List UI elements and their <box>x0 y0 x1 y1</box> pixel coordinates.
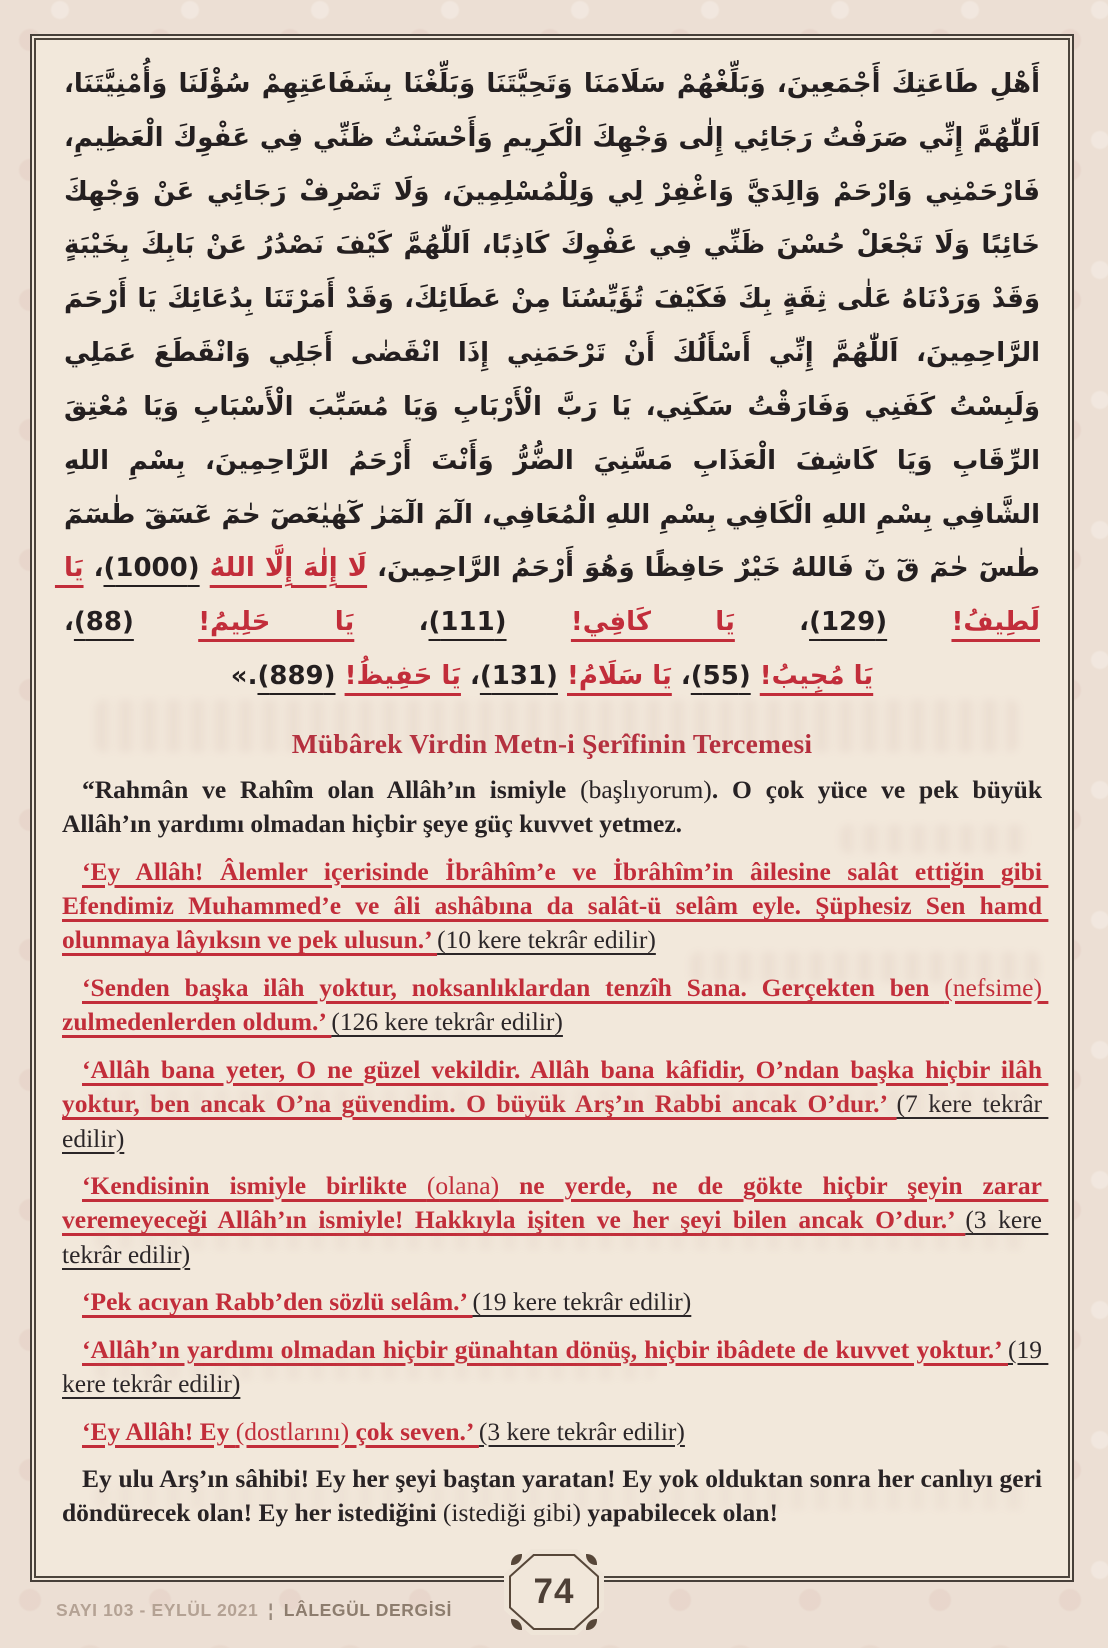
text-segment: (889) <box>257 660 336 691</box>
text-segment: يَا لَطِيفُ! <box>54 553 1040 638</box>
page-content <box>36 40 1068 1576</box>
text-segment <box>336 661 345 691</box>
text-segment: ‘Allâh’ın yardımı olmadan hiçbir günahtan dönüş, hiçbir ibâdete de kuvvet yoktur.’ <box>82 1334 1008 1364</box>
text-segment: ne yerde, ne de gökte hiçbir şeyin zarar veremeyeceği Allâh’ın ismiyle! Hakkıyla işiten ve her şeyi bilen ancak O’dur.’ <box>62 1170 1049 1235</box>
issue-info: SAYI 103 - EYLÜL 2021 <box>56 1600 259 1620</box>
text-segment <box>507 607 571 637</box>
paragraph-bismillah-protection <box>62 1169 1049 1272</box>
text-segment: يَا حَفِيظُ! <box>344 660 461 691</box>
text-segment <box>887 607 951 637</box>
footer-separator: ¦ <box>268 1600 274 1620</box>
section-heading: Mübârek Virdin Metn-i Şerîfinin Tercemesi <box>291 727 813 759</box>
paragraph-salawat <box>62 855 1049 958</box>
text-segment: يَا مُجِيبُ! <box>759 660 874 691</box>
text-segment: يَا كَافِي! <box>570 607 735 638</box>
text-segment <box>134 607 198 637</box>
text-segment: . O çok yüce ve pek büyük Allâh’ın yardımı olmadan hiçbir şeye güç kuvvet yetmez. <box>62 774 1047 839</box>
text-segment: يَا سَلَامُ! <box>567 660 672 691</box>
text-segment: (10 kere tekrâr edilir) <box>437 925 656 955</box>
paragraph-tasbih <box>62 971 1049 1040</box>
text-segment: لَا إِلٰهَ إِلَّا اللهُ <box>209 553 368 584</box>
text-segment: (nefsime) <box>944 972 1042 1002</box>
text-segment: ، <box>734 607 810 638</box>
magazine-name: LÂLEGÜL DERGİSİ <box>283 1600 452 1620</box>
text-segment: ، <box>83 553 104 584</box>
text-segment: (131) <box>479 660 558 691</box>
text-segment: ‘Ey Allâh! Ey <box>82 1416 236 1446</box>
text-segment: (1000) <box>103 553 200 584</box>
text-segment: ‘Pek acıyan Rabb’den sözlü selâm.’ <box>82 1287 473 1317</box>
text-segment: ‘Senden başka ilâh yoktur, noksanlıklardan tenzîh Sana. Gerçekten ben <box>82 972 945 1002</box>
text-segment: ، <box>354 607 429 638</box>
content-frame <box>30 34 1074 1582</box>
arabic-prayer-last-line <box>64 650 1040 704</box>
paragraph-selam <box>62 1285 1042 1319</box>
text-segment: Ey ulu Arş’ın sâhibi! Ey her şeyi baştan yaratan! Ey yok olduktan sonra her canlıyı geri döndürecek olan! Ey her istediğini <box>62 1463 1049 1528</box>
text-segment: (3 kere tekrâr edilir) <box>478 1416 685 1446</box>
text-segment: (129) <box>809 607 888 638</box>
text-segment: (19 kere tekrâr edilir) <box>62 1334 1049 1399</box>
page-footer <box>56 1600 452 1621</box>
text-segment: “Rahmân ve Rahîm olan Allâh’ın ismiyle <box>82 774 581 804</box>
text-segment: يَا حَلِيمُ! <box>198 607 355 638</box>
text-segment: yapabilecek olan! <box>581 1498 778 1528</box>
text-segment <box>200 553 210 583</box>
text-segment: (3 kere tekrâr edilir) <box>62 1205 1049 1269</box>
page-number: 74 <box>533 1572 575 1611</box>
text-segment: أَهْلِ طَاعَتِكَ أَجْمَعِينَ، وَبَلِّغْهُمْ سَلَامَنَا وَتَحِيَّتَنَا وَبَلِّغْنَا بِشَفَاعَتِهِمْ سُؤْلَنَا وَأُمْنِيَّتَنَا، اَللّٰهُمَّ إِنِّي صَرَفْتُ رَجَائِي إِلٰى وَجْهِكَ الْكَرِيمِ وَأَحْسَنْتُ ظَنِّي فِي عَفْوِكَ الْعَظِيمِ، فَارْحَمْنِي وَارْحَمْ وَالِدَيَّ وَاغْفِرْ لِي وَلِلْمُسْلِمِينَ، وَلَا تَصْرِفْ رَجَائِي عَنْ وَجْهِكَ خَائِبًا وَلَا تَجْعَلْ حُسْنَ ظَنِّي فِي عَفْوِكَ كَاذِبًا، اَللّٰهُمَّ كَيْفَ نَصْدُرُ عَنْ بَابِكَ بِخَيْبَةٍ وَقَدْ وَرَدْنَاهُ عَلٰى ثِقَةٍ بِكَ فَكَيْفَ تُؤَيِّسُنَا مِنْ عَطَائِكَ، وَقَدْ أَمَرْتَنَا بِدُعَائِكَ يَا أَرْحَمَ الرَّاحِمِينَ، اَللّٰهُمَّ إِنِّي أَسْأَلُكَ أَنْ تَرْحَمَنِي إِذَا انْقَضٰى أَجَلِي وَانْقَطَعَ عَمَلِي وَلَبِسْتُ كَفَنِي وَفَارَقْتُ سَكَنِي، يَا رَبَّ الْأَرْبَابِ وَيَا مُسَبِّبَ الْأَسْبَابِ وَيَا مُعْتِقَ الرِّقَابِ وَيَا كَاشِفَ الْعَذَابِ مَسَّنِيَ الضُّرُّ وَأَنْتَ أَرْحَمُ الرَّاحِمِينَ، بِسْمِ اللهِ الشَّافِي بِسْمِ اللهِ الْكَافِي بِسْمِ اللهِ الْمُعَافِي، الٓمٓ الٓمٓرٰ كٓهٰيٰعٓصٓ حٰمٓ عٓسٓقٓ طٰسٓمٓ طٰسٓ حٰمٓ قٓ نٓ فَاللهُ خَيْرٌ حَافِظًا وَهُوَ أَرْحَمُ الرَّاحِمِينَ، <box>54 69 1040 584</box>
text-segment: ، <box>460 660 480 691</box>
arabic-prayer-text <box>54 58 1040 650</box>
page-number-badge <box>504 1549 604 1635</box>
text-segment: (başlıyorum) <box>580 774 712 804</box>
text-segment: (88) <box>73 607 134 638</box>
text-segment: (olana) <box>426 1170 500 1200</box>
text-segment: (istediği gibi) <box>442 1498 582 1528</box>
paragraph-hasbiyallah <box>62 1053 1049 1156</box>
text-segment: (126 kere tekrâr edilir) <box>331 1007 563 1037</box>
text-segment: (55) <box>690 660 751 691</box>
text-segment: (7 kere tekrâr edilir) <box>62 1089 1049 1153</box>
paragraph-ya-vedud <box>62 1415 1042 1449</box>
text-segment: (111) <box>428 607 507 638</box>
paragraph-besmele-translation <box>62 773 1047 842</box>
text-segment: zulmedenlerden oldum.’ <box>62 972 1049 1037</box>
text-segment: ‘Kendisinin ismiyle birlikte <box>82 1170 427 1200</box>
paragraph-la-havle <box>62 1333 1049 1402</box>
text-segment <box>558 661 567 691</box>
text-segment: .» <box>230 660 258 691</box>
paragraph-closing-invocation <box>62 1462 1049 1531</box>
text-segment: (dostlarını) <box>235 1416 350 1446</box>
text-segment: çok seven.’ <box>349 1416 479 1446</box>
text-segment: (19 kere tekrâr edilir) <box>472 1287 692 1317</box>
text-segment: ‘Ey Allâh! Âlemler içerisinde İbrâhîm’e ve İbrâhîm’in âilesine salât ettiğin gibi Efendimiz Muhammed’e ve âli ashâbına da salât-ü selâm eyle. Şüphesiz Sen hamd olunmaya lâyıksın ve pek ulusun.’ <box>62 856 1049 955</box>
text-segment: ، <box>671 660 691 691</box>
text-segment: ، <box>64 607 74 638</box>
text-segment <box>751 661 760 691</box>
text-segment: ‘Allâh bana yeter, O ne güzel vekildir. Allâh bana kâfidir, O’ndan başka hiçbir ilâh yoktur, ben ancak O’na güvendim. O büyük Arş’ın Rabbi ancak O’dur.’ <box>62 1054 1049 1119</box>
